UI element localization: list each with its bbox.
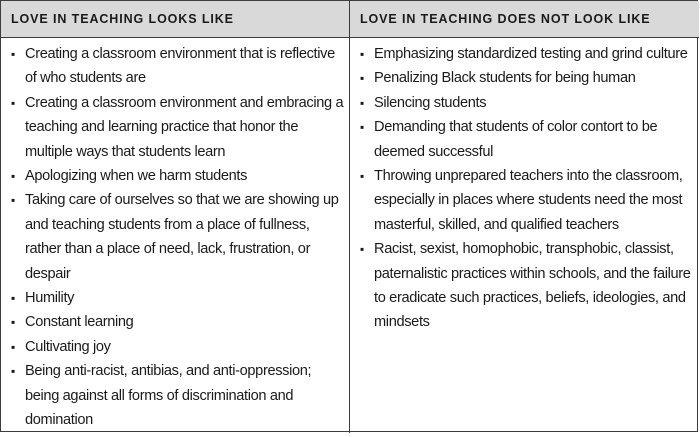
list-item: [10, 188, 345, 286]
bullet-icon: ▪: [11, 339, 15, 354]
list-item-text: Apologizing when we harm students: [25, 168, 248, 185]
list-item-text: Demanding that students of color contort to be deemed successful: [374, 119, 658, 160]
list-item: [359, 42, 695, 66]
list-item-text: Creating a classroom environment and embracing a teaching and learning practice that honor the multiple ways that students learn: [25, 94, 344, 160]
left-item-list: [10, 42, 345, 433]
list-item: [359, 237, 695, 335]
list-item: [10, 42, 345, 91]
bullet-icon: ▪: [11, 315, 15, 330]
list-item: [10, 359, 345, 432]
list-item: [359, 164, 695, 237]
list-item-text: Creating a classroom environment that is reflective of who students are: [25, 46, 335, 87]
list-item-text: Emphasizing standardized testing and grind culture: [374, 46, 688, 62]
bullet-icon: ▪: [11, 364, 15, 379]
bullet-icon: ▪: [360, 47, 364, 61]
list-item: [359, 91, 695, 115]
list-item-text: Humility: [25, 290, 75, 307]
list-item: [10, 310, 345, 334]
bullet-icon: ▪: [11, 47, 15, 61]
bullet-icon: ▪: [11, 291, 15, 306]
bullet-icon: ▪: [360, 169, 364, 184]
list-item: [10, 286, 345, 310]
bullet-icon: ▪: [11, 169, 15, 184]
list-item: [10, 164, 345, 188]
left-column-header: LOVE IN TEACHING LOOKS LIKE: [1, 1, 350, 38]
right-item-list: [359, 42, 695, 335]
list-item-text: Constant learning: [25, 314, 134, 331]
list-item: [359, 115, 695, 164]
right-column-header: LOVE IN TEACHING DOES NOT LOOK LIKE: [350, 1, 699, 38]
bullet-icon: ▪: [11, 193, 15, 208]
bullet-icon: ▪: [360, 71, 364, 86]
list-item-text: Cultivating joy: [25, 338, 111, 355]
right-column-cell: [350, 38, 699, 433]
left-column-cell: [1, 38, 350, 433]
list-item-text: Being anti-racist, antibias, and anti-oppression; being against all forms of discrimination and domination: [25, 363, 312, 429]
list-item-text: Silencing students: [374, 94, 487, 111]
list-item: [10, 335, 345, 359]
bullet-icon: ▪: [11, 95, 15, 110]
list-item: [10, 91, 345, 164]
bullet-icon: ▪: [360, 242, 364, 257]
list-item-text: Racist, sexist, homophobic, transphobic, classist, paternalistic practices within schools, and the failure to eradicate such practices, beliefs, ideologies, and mindsets: [374, 241, 691, 331]
list-item-text: Throwing unprepared teachers into the classroom, especially in places where students need the most masterful, skilled, and qualified teachers: [374, 168, 683, 233]
list-item-text: Taking care of ourselves so that we are showing up and teaching students from a place of fullness, rather than a place of need, lack, frustration, or despair: [25, 192, 339, 282]
list-item-text: Penalizing Black students for being human: [374, 70, 636, 87]
list-item: [359, 66, 695, 90]
bullet-icon: ▪: [360, 120, 364, 135]
bullet-icon: ▪: [360, 95, 364, 110]
